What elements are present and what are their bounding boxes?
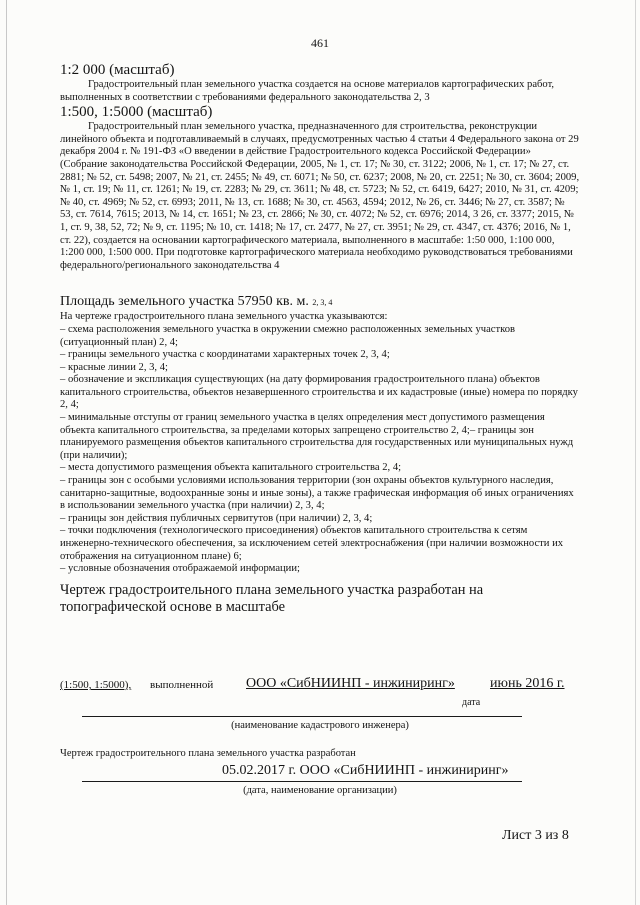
organization-caption: (дата, наименование организации) <box>243 785 397 796</box>
topo-basis-title: Чертеж градостроительного плана земельного участка разработан на топографической основе в масштабе <box>60 581 484 615</box>
main-content <box>60 62 580 616</box>
linear-object-paragraph: Градостроительный план земельного участка, предназначенного для строительства, реконструкции линейного объекта и подготавливаемый в случаях, предусмотренных частью 4 статьи 4 Федерального закона от 29 декабря 2004 г. № 191-ФЗ «О введении в действие Градостроительного кодекса Российской Федерации» (Собрание законодательства Российской Федерации, 2005, № 1, ст. 17; № 30, ст. 3122; 2006, № 1, ст. 17; № 27, ст. 2881; № 52, ст. 5498; 2007, № 21, ст. 2455; № 49, ст. 6071; № 50, ст. 6237; 2008, № 20, ст. 2251; № 30, ст. 3604; 2009, № 1, ст. 19; № 11, ст. 1261; № 19, ст. 2283; № 29, ст. 3611; № 48, ст. 5723; № 52, ст. 6419, 6427; 2010, № 31, ст. 4209; № 40, ст. 4969; № 52, ст. 6993; 2011, № 13, ст. 1688; № 30, ст. 4563, 4594; 2012, № 26, ст. 3446; № 27, ст. 3587; № 53, ст. 7614, 7615; 2013, № 14, ст. 1651; № 23, ст. 2866; № 30, ст. 4072; № 52, ст. 6976; 2014, 3 26, ст. 3377; 2015, № 1, ст. 9, 38, 52, 72; № 9, ст. 1195; № 10, ст. 1418; № 17, ст. 2477, № 27, ст. 3951; № 29, ст. 4347, ст. 4376; 2016, № 1, ст. 22), создается на основании картографического материала, выполненного в масштабе: 1:50 000, 1:100 000, 1:200 000, 1:500 000. При подготовке картографического материала необходимо руководствоваться требованиями федерального/регионального законодательства 4 <box>60 121 580 271</box>
drafted-label: Чертеж градостроительного плана земельного участка разработан <box>60 748 356 759</box>
drawing-list-intro: На чертеже градостроительного плана земельного участка указываются: <box>60 311 388 323</box>
scan-edge-right <box>635 0 636 905</box>
list-item: – границы земельного участка с координатами характерных точек 2, 3, 4; <box>60 349 390 361</box>
list-item: – точки подключения (технологического присоединения) объектов капитального строительства к сетям инженерно-технического обеспечения, за исключением сетей электроснабжения (при наличии возможности их отображения на ситуационном плане) 6; <box>60 525 564 562</box>
land-area-line <box>60 294 580 311</box>
sheet-number: Лист 3 из 8 <box>502 828 569 843</box>
list-item: – схема расположения земельного участка в окружении смежно расположенных земельных участков (ситуационный план) 2, 4; <box>60 323 516 348</box>
scale-500-heading: 1:500, 1:5000 (масштаб) <box>60 104 213 121</box>
scan-edge-left <box>6 0 7 905</box>
scale-value: (1:500, 1:5000), <box>60 679 132 691</box>
list-item: – обозначение и экспликация существующих (на дату формирования градостроительного плана) объектов капитального строительства, объектов незавершенного строительства и их кадастровые (иные) номера по порядку 2, 4; <box>60 374 578 411</box>
list-item: – красные линии 2, 3, 4; <box>60 361 168 373</box>
organization-line <box>82 781 522 782</box>
engineer-signature-line <box>82 716 522 717</box>
list-item: – места допустимого размещения объекта капитального строительства 2, 4; <box>60 462 402 474</box>
executed-label: выполненной <box>150 679 214 691</box>
scale-2000-paragraph: Градостроительный план земельного участка создается на основе материалов картографических работ, выполненных в соответствии с требованиями федерального законодательства 2, 3 <box>60 79 555 103</box>
land-area-label: Площадь земельного участка 57950 кв. м. <box>60 294 309 310</box>
engineer-caption: (наименование кадастрового инженера) <box>231 720 409 731</box>
land-area-refs: 2, 3, 4 <box>312 298 333 308</box>
drawing-items-list <box>60 324 580 576</box>
execution-date: июнь 2016 г. <box>490 676 565 691</box>
organization-name: ООО «СибНИИНП - инжиниринг» <box>246 676 455 691</box>
list-item: – минимальные отступы от границ земельного участка в целях определения мест допустимого размещения объекта капитального строительства, за пределами которых запрещено строительство 2, 4;– границы зон планируемого размещения объектов капитального строительства для государственных или муниципальных нужд (при наличии); <box>60 412 574 461</box>
date-caption: дата <box>462 697 481 708</box>
drafted-value: 05.02.2017 г. ООО «СибНИИНП - инжиниринг» <box>222 763 509 778</box>
list-item: – условные обозначения отображаемой информации; <box>60 563 300 575</box>
scale-2000-heading: 1:2 000 (масштаб) <box>60 62 175 78</box>
page-number: 461 <box>311 36 329 50</box>
list-item: – границы зон действия публичных сервитутов (при наличии) 2, 3, 4; <box>60 512 373 524</box>
list-item: – границы зон с особыми условиями использования территории (зон охраны объектов культурного наследия, санитарно-защитные, водоохранные зоны и иные зоны), а также графическая информация об иных ограничениях в использовании земельного участка (при наличии) 2, 3, 4; <box>60 475 574 512</box>
